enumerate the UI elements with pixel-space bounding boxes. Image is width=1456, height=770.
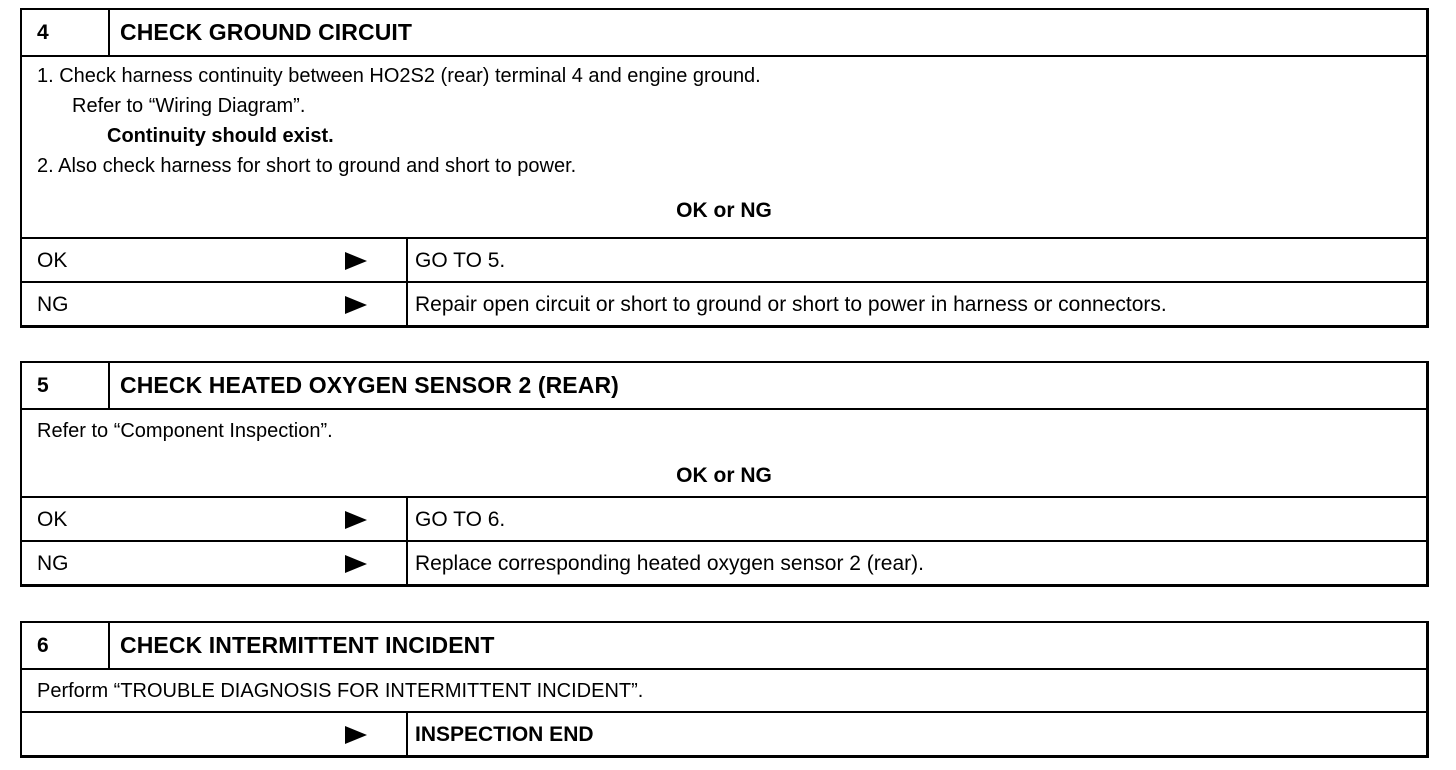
step-header bbox=[22, 623, 1426, 668]
right-triangle-arrow-icon bbox=[345, 252, 367, 270]
step-number: 5 bbox=[22, 363, 110, 408]
step-number: 6 bbox=[22, 623, 110, 668]
step-instructions bbox=[22, 55, 1426, 237]
ok-or-ng-label: OK or NG bbox=[676, 464, 772, 487]
result-row-ng bbox=[22, 540, 1426, 584]
step-header bbox=[22, 363, 1426, 408]
result-divider bbox=[406, 542, 408, 584]
right-triangle-arrow-icon bbox=[345, 511, 367, 529]
result-action: GO TO 5. bbox=[415, 249, 506, 272]
result-row-ng bbox=[22, 281, 1426, 325]
result-row-end bbox=[22, 711, 1426, 755]
result-row-ok bbox=[22, 496, 1426, 540]
step-5-block bbox=[20, 361, 1429, 587]
step-6-block bbox=[20, 621, 1429, 758]
result-divider bbox=[406, 713, 408, 755]
step-instructions bbox=[22, 408, 1426, 496]
ok-or-ng-label: OK or NG bbox=[676, 199, 772, 222]
step-title: CHECK HEATED OXYGEN SENSOR 2 (REAR) bbox=[120, 372, 619, 398]
instruction-line: 2. Also check harness for short to ground and short to power. bbox=[37, 155, 577, 177]
step-header bbox=[22, 10, 1426, 55]
result-label: OK bbox=[37, 249, 68, 272]
step-4-block bbox=[20, 8, 1429, 328]
result-divider bbox=[406, 283, 408, 325]
right-triangle-arrow-icon bbox=[345, 296, 367, 314]
result-action: INSPECTION END bbox=[415, 723, 594, 746]
instruction-line: Refer to “Component Inspection”. bbox=[37, 420, 333, 442]
result-action: GO TO 6. bbox=[415, 508, 506, 531]
instruction-line-emphasis: Continuity should exist. bbox=[107, 125, 334, 147]
result-row-ok bbox=[22, 237, 1426, 281]
step-title: CHECK INTERMITTENT INCIDENT bbox=[120, 632, 495, 658]
instruction-line: Refer to “Wiring Diagram”. bbox=[72, 95, 306, 117]
result-label: NG bbox=[37, 552, 69, 575]
instruction-line: Perform “TROUBLE DIAGNOSIS FOR INTERMITTENT INCIDENT”. bbox=[37, 680, 644, 702]
step-title: CHECK GROUND CIRCUIT bbox=[120, 19, 413, 45]
result-label: NG bbox=[37, 293, 69, 316]
right-triangle-arrow-icon bbox=[345, 726, 367, 744]
result-action: Replace corresponding heated oxygen sensor 2 (rear). bbox=[415, 552, 924, 575]
instruction-line: 1. Check harness continuity between HO2S2 (rear) terminal 4 and engine ground. bbox=[37, 65, 761, 87]
step-number: 4 bbox=[22, 10, 110, 55]
result-action: Repair open circuit or short to ground or short to power in harness or connectors. bbox=[415, 293, 1167, 316]
result-divider bbox=[406, 498, 408, 540]
result-divider bbox=[406, 239, 408, 281]
step-instructions bbox=[22, 668, 1426, 711]
result-label: OK bbox=[37, 508, 68, 531]
right-triangle-arrow-icon bbox=[345, 555, 367, 573]
